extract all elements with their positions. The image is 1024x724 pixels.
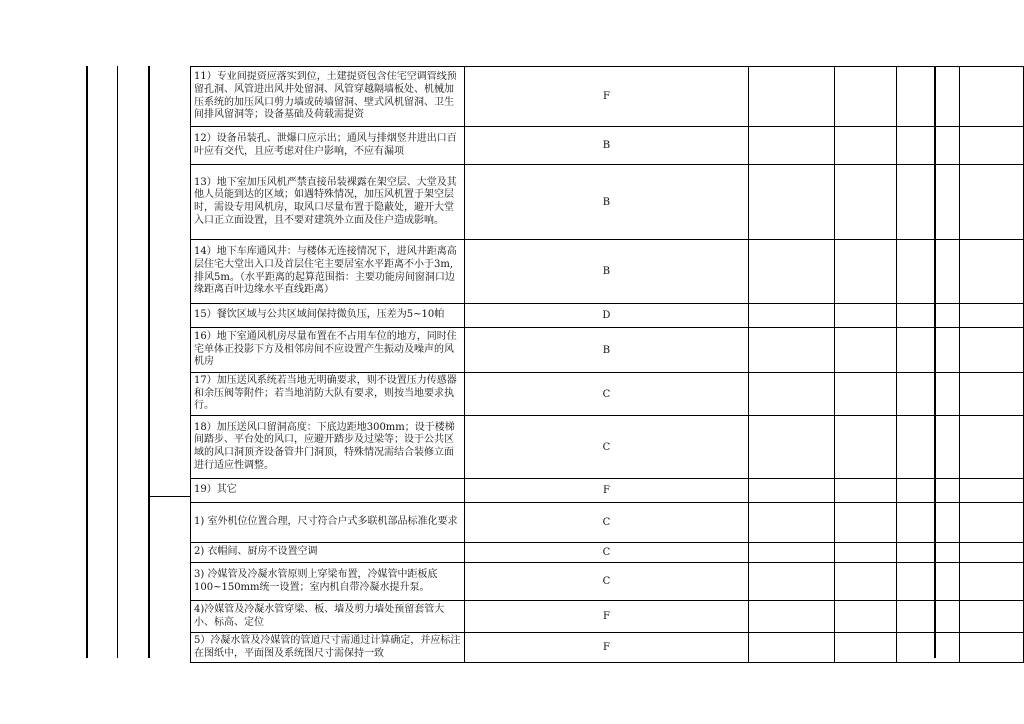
- table-row: [191, 543, 1024, 563]
- empty-cell: [897, 479, 959, 503]
- empty-cell: [897, 67, 959, 127]
- empty-cell: [959, 479, 1023, 503]
- grade-cell: F: [464, 601, 749, 633]
- section-divider-line: [148, 496, 190, 497]
- empty-cell: [749, 416, 835, 479]
- table-row: [191, 304, 1024, 328]
- table-row: [191, 328, 1024, 373]
- requirement-cell: 12）设备吊装孔、泄爆口应示出；通风与排烟竖井进出口百叶应有交代，且应考虑对住户影响，不应有漏项: [191, 127, 465, 165]
- grade-cell: C: [464, 563, 749, 601]
- empty-cell: [749, 633, 835, 663]
- empty-cell: [959, 416, 1023, 479]
- empty-cell: [897, 633, 959, 663]
- grade-cell: B: [464, 328, 749, 373]
- empty-cell: [749, 563, 835, 601]
- empty-cell: [749, 304, 835, 328]
- grade-cell: F: [464, 479, 749, 503]
- empty-cell: [897, 304, 959, 328]
- grade-cell: B: [464, 165, 749, 240]
- grade-cell: C: [464, 543, 749, 563]
- empty-cell: [749, 373, 835, 416]
- empty-cell: [959, 543, 1023, 563]
- empty-cell: [835, 479, 897, 503]
- grade-cell: C: [464, 416, 749, 479]
- grade-cell: B: [464, 127, 749, 165]
- empty-cell: [959, 240, 1023, 304]
- empty-cell: [835, 304, 897, 328]
- left-border-line: [86, 66, 88, 658]
- empty-cell: [959, 373, 1023, 416]
- empty-cell: [749, 479, 835, 503]
- requirement-cell: 16）地下室通风机房尽量布置在不占用车位的地方，同时住宅单体正投影下方及相邻房间不应设置产生振动及噪声的风机房: [191, 328, 465, 373]
- requirement-cell: 1) 室外机位位置合理，尺寸符合户式多联机部品标准化要求: [191, 503, 465, 543]
- table-row: [191, 416, 1024, 479]
- table-row: [191, 479, 1024, 503]
- requirement-cell: 4)冷媒管及冷凝水管穿梁、板、墙及剪力墙处预留套管大小、标高、定位: [191, 601, 465, 633]
- empty-cell: [959, 304, 1023, 328]
- empty-cell: [835, 543, 897, 563]
- empty-cell: [959, 165, 1023, 240]
- empty-cell: [959, 601, 1023, 633]
- table-row: [191, 503, 1024, 543]
- empty-cell: [959, 633, 1023, 663]
- empty-cell: [897, 601, 959, 633]
- empty-cell: [835, 563, 897, 601]
- table-row: [191, 67, 1024, 127]
- empty-cell: [749, 165, 835, 240]
- empty-cell: [959, 127, 1023, 165]
- empty-cell: [959, 67, 1023, 127]
- grade-cell: C: [464, 503, 749, 543]
- requirement-cell: 2) 衣帽间、厨房不设置空调: [191, 543, 465, 563]
- table-row: [191, 165, 1024, 240]
- requirement-cell: 13）地下室加压风机严禁直接吊装裸露在架空层、大堂及其他人员能到达的区域；如遇特殊情况，加压风机置于架空层时，需设专用风机房，取风口尽量布置于隐蔽处，避开大堂入口正立面设置，且不要对建筑外立面及住户造成影响。: [191, 165, 465, 240]
- table-row: [191, 373, 1024, 416]
- table-row: [191, 127, 1024, 165]
- requirement-cell: 5）冷凝水管及冷媒管的管道尺寸需通过计算确定，并应标注在图纸中，平面图及系统图尺寸需保持一致: [191, 633, 465, 663]
- empty-cell: [835, 165, 897, 240]
- empty-cell: [749, 240, 835, 304]
- empty-cell: [835, 127, 897, 165]
- grade-cell: F: [464, 67, 749, 127]
- empty-cell: [749, 601, 835, 633]
- empty-cell: [749, 127, 835, 165]
- empty-cell: [897, 328, 959, 373]
- empty-cell: [959, 503, 1023, 543]
- grade-cell: B: [464, 240, 749, 304]
- empty-cell: [749, 503, 835, 543]
- empty-cell: [897, 373, 959, 416]
- empty-cell: [835, 373, 897, 416]
- empty-cell: [835, 503, 897, 543]
- grade-cell: F: [464, 633, 749, 663]
- empty-cell: [897, 503, 959, 543]
- empty-cell: [835, 601, 897, 633]
- requirement-cell: 17）加压送风系统若当地无明确要求，则不设置压力传感器和余压阀等附件；若当地消防大队有要求，则按当地要求执行。: [191, 373, 465, 416]
- table-row: [191, 563, 1024, 601]
- empty-cell: [897, 127, 959, 165]
- review-checklist-table: [190, 66, 1024, 663]
- requirement-cell: 14）地下车库通风井：与楼体无连接情况下，进风井距离高层住宅大堂出入口及首层住宅主要居室水平距离不小于3m,排风5m。（水平距离的起算范围指：主要功能房间窗洞口边缘距离百叶边缘水平直线距离）: [191, 240, 465, 304]
- table-row: [191, 240, 1024, 304]
- empty-cell: [959, 563, 1023, 601]
- column-divider-line: [148, 66, 150, 658]
- requirement-cell: 15）餐饮区域与公共区域间保持微负压，压差为5~10帕: [191, 304, 465, 328]
- requirement-cell: 18）加压送风口留洞高度：下底边距地300mm；设于楼梯间踏步、平台处的风口，应避开踏步及过梁等；设于公共区域的风口洞顶齐设备管井门洞顶，特殊情况需结合装修立面进行适应性调整。: [191, 416, 465, 479]
- empty-cell: [897, 165, 959, 240]
- empty-cell: [897, 543, 959, 563]
- table-row: [191, 633, 1024, 663]
- empty-cell: [749, 543, 835, 563]
- grade-cell: D: [464, 304, 749, 328]
- requirement-cell: 11）专业间提资应落实到位，土建提资包含住宅空调管线预留孔洞、风管进出风井处留洞、风管穿越隔墙板处、机械加压系统的加压风口剪力墙或砖墙留洞、壁式风机留洞、卫生间排风留洞等；设备基础及荷载需提资: [191, 67, 465, 127]
- empty-cell: [835, 67, 897, 127]
- column-divider-line: [117, 66, 118, 658]
- empty-cell: [959, 328, 1023, 373]
- empty-cell: [897, 240, 959, 304]
- empty-cell: [749, 67, 835, 127]
- empty-cell: [749, 328, 835, 373]
- empty-cell: [897, 563, 959, 601]
- empty-cell: [835, 633, 897, 663]
- requirement-cell: 3) 冷媒管及冷凝水管原则上穿梁布置，冷媒管中距板底100~150mm统一设置；室内机自带冷凝水提升泵。: [191, 563, 465, 601]
- empty-cell: [897, 416, 959, 479]
- grade-cell: C: [464, 373, 749, 416]
- table-row: [191, 601, 1024, 633]
- empty-cell: [835, 240, 897, 304]
- requirement-cell: 19）其它: [191, 479, 465, 503]
- empty-cell: [835, 416, 897, 479]
- empty-cell: [835, 328, 897, 373]
